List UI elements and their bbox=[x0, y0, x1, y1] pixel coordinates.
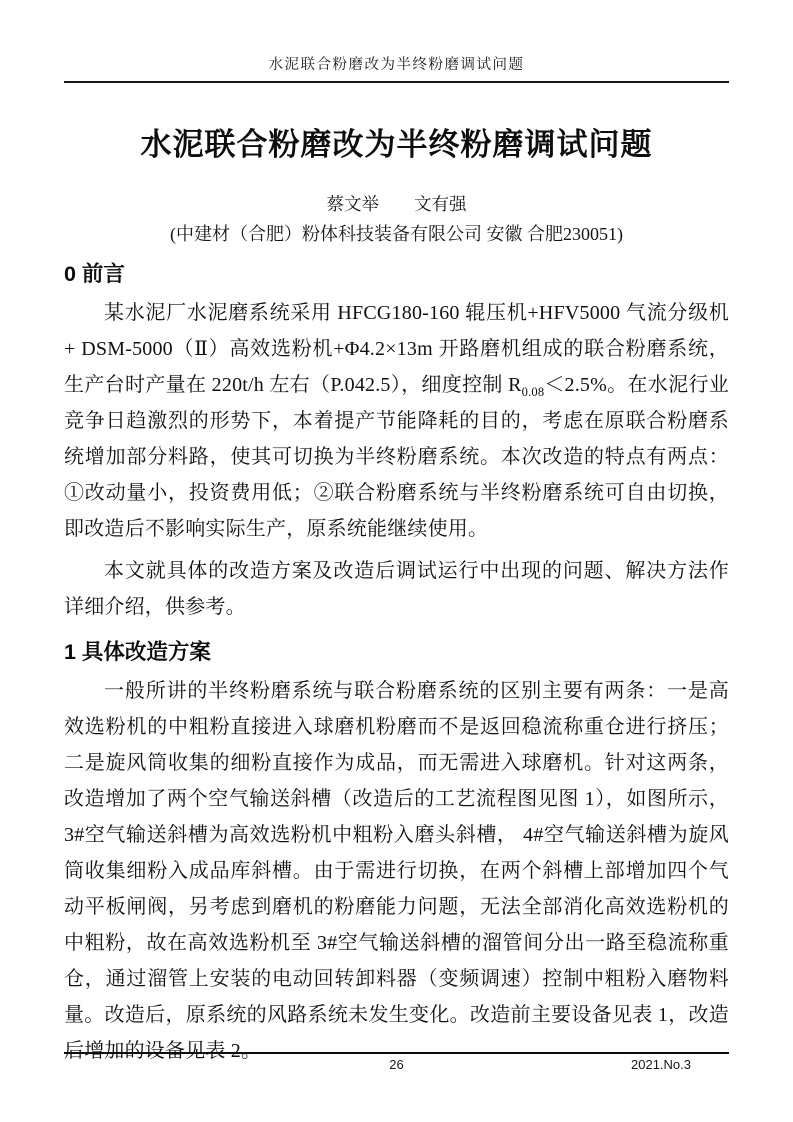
authors: 蔡文举 文有强 bbox=[326, 194, 467, 214]
paragraph-text: ＜2.5%。在水泥行业竞争日趋激烈的形势下，本着提产节能降耗的目的，考虑在原联合粉磨系统增加部分料路，使其可切换为半终粉磨系统。本次改造的特点有两点：①改动量小，投资费用低；②联合粉磨系统与半终粉磨系统可自由切换，即改造后不影响实际生产，原系统能继续使用。 bbox=[64, 374, 729, 540]
issue-number: 2021.No.3 bbox=[631, 1057, 691, 1072]
running-header: 水泥联合粉磨改为半终粉磨调试问题 bbox=[268, 57, 525, 73]
section-heading-0-foreword: 0 前言 bbox=[64, 262, 125, 286]
article-title: 水泥联合粉磨改为半终粉磨调试问题 bbox=[140, 127, 653, 162]
header-divider bbox=[64, 81, 729, 83]
footer-row bbox=[64, 1057, 729, 1075]
page-number: 26 bbox=[389, 1057, 404, 1072]
paragraph-text: 某水泥厂水泥磨系统采用 HFCG180-160 辊压机+HFV5000 气流分级机+ DSM-5000（Ⅱ）高效选粉机+Φ4.2×13m 开路磨机组成的联合粉磨系统，生产台时产量在 220t/h 左右（P.042.5），细度控制 R bbox=[64, 302, 729, 396]
subscript-fineness: 0.08 bbox=[521, 385, 545, 399]
paragraph bbox=[64, 295, 729, 547]
footer-divider bbox=[64, 1052, 729, 1054]
section-heading-1-renovation-plan: 1 具体改造方案 bbox=[64, 640, 211, 664]
paragraph: 一般所讲的半终粉磨系统与联合粉磨系统的区别主要有两条：一是高效选粉机的中粗粉直接进入球磨机粉磨而不是返回稳流称重仓进行挤压；二是旋风筒收集的细粉直接作为成品，而无需进入球磨机。针对这两条，改造增加了两个空气输送斜槽（改造后的工艺流程图见图 1），如图所示，3#空气输送斜槽为高效选粉机中粗粉入磨头斜槽， 4#空气输送斜槽为旋风筒收集细粉入成品库斜槽。由于需进行切换，在两个斜槽上部增加四个气动平板闸阀，另考虑到磨机的粉磨能力问题，无法全部消化高效选粉机的中粗粉，故在高效选粉机至 3#空气输送斜槽的溜管间分出一路至稳流称重仓，通过溜管上安装的电动回转卸料器（变频调速）控制中粗粉入磨物料量。改造后，原系统的风路系统未发生变化。改造前主要设备见表 1，改造后增加的设备见表 2。 bbox=[64, 680, 729, 1062]
paragraph: 本文就具体的改造方案及改造后调试运行中出现的问题、解决方法作详细介绍，供参考。 bbox=[64, 560, 729, 618]
page-footer bbox=[64, 1052, 729, 1075]
affiliation: (中建材（合肥）粉体科技装备有限公司 安徽 合肥230051) bbox=[170, 224, 623, 244]
